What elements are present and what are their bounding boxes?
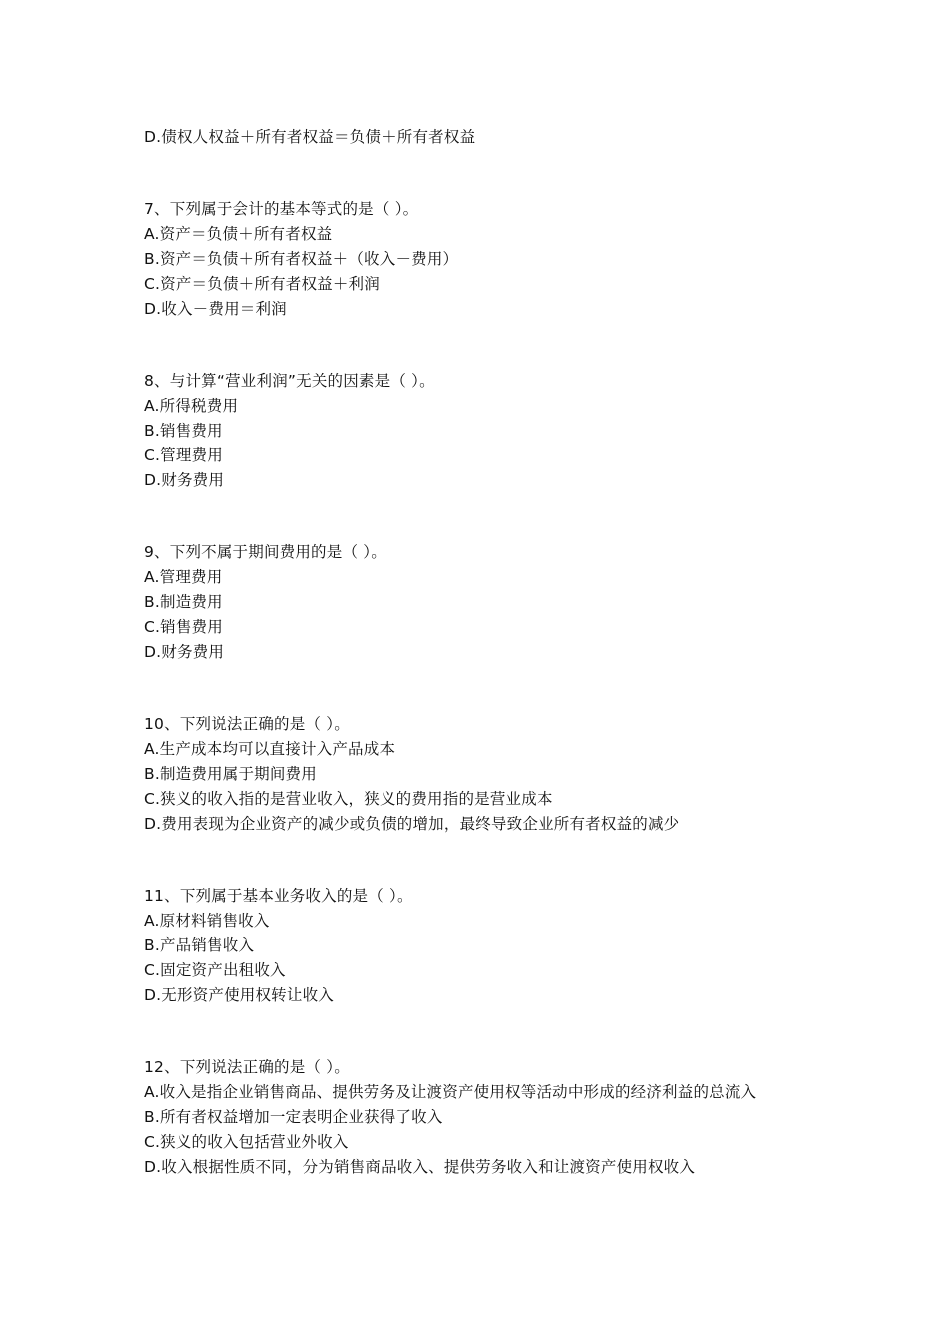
question-10-option-c: C.狭义的收入指的是营业收入，狭义的费用指的是营业成本 [144, 790, 553, 808]
question-9-stem: 9、下列不属于期间费用的是（ ）。 [144, 543, 387, 561]
lead-option-d: D.债权人权益＋所有者权益＝负债＋所有者权益 [144, 128, 476, 146]
question-9-option-a: A.管理费用 [144, 568, 223, 586]
question-7-stem: 7、下列属于会计的基本等式的是（ ）。 [144, 200, 419, 218]
question-11-option-d: D.无形资产使用权转让收入 [144, 986, 334, 1004]
question-8-option-a: A.所得税费用 [144, 397, 239, 415]
question-12-option-b: B.所有者权益增加一定表明企业获得了收入 [144, 1108, 443, 1126]
question-10-stem: 10、下列说法正确的是（ ）。 [144, 715, 350, 733]
question-7-option-b: B.资产＝负债＋所有者权益＋（收入－费用） [144, 250, 459, 268]
question-11-option-c: C.固定资产出租收入 [144, 961, 286, 979]
question-7-option-d: D.收入－费用＝利润 [144, 300, 287, 318]
question-10-option-b: B.制造费用属于期间费用 [144, 765, 317, 783]
question-12-stem: 12、下列说法正确的是（ ）。 [144, 1058, 350, 1076]
question-9-option-d: D.财务费用 [144, 643, 225, 661]
question-8-stem: 8、与计算“营业利润”无关的因素是（ ）。 [144, 372, 435, 390]
question-10-option-d: D.费用表现为企业资产的减少或负债的增加，最终导致企业所有者权益的减少 [144, 815, 680, 833]
question-12-option-a: A.收入是指企业销售商品、提供劳务及让渡资产使用权等活动中形成的经济利益的总流入 [144, 1083, 757, 1101]
question-7-option-c: C.资产＝负债＋所有者权益＋利润 [144, 275, 380, 293]
question-7-option-a: A.资产＝负债＋所有者权益 [144, 225, 333, 243]
question-11-option-b: B.产品销售收入 [144, 936, 255, 954]
question-11-stem: 11、下列属于基本业务收入的是（ ）。 [144, 887, 413, 905]
question-11-option-a: A.原材料销售收入 [144, 912, 270, 930]
question-12-option-c: C.狭义的收入包括营业外收入 [144, 1133, 349, 1151]
question-8-option-d: D.财务费用 [144, 471, 225, 489]
question-9-option-c: C.销售费用 [144, 618, 223, 636]
question-8-option-c: C.管理费用 [144, 446, 223, 464]
question-8-option-b: B.销售费用 [144, 422, 223, 440]
question-9-option-b: B.制造费用 [144, 593, 223, 611]
question-12-option-d: D.收入根据性质不同，分为销售商品收入、提供劳务收入和让渡资产使用权收入 [144, 1158, 696, 1176]
question-10-option-a: A.生产成本均可以直接计入产品成本 [144, 740, 396, 758]
